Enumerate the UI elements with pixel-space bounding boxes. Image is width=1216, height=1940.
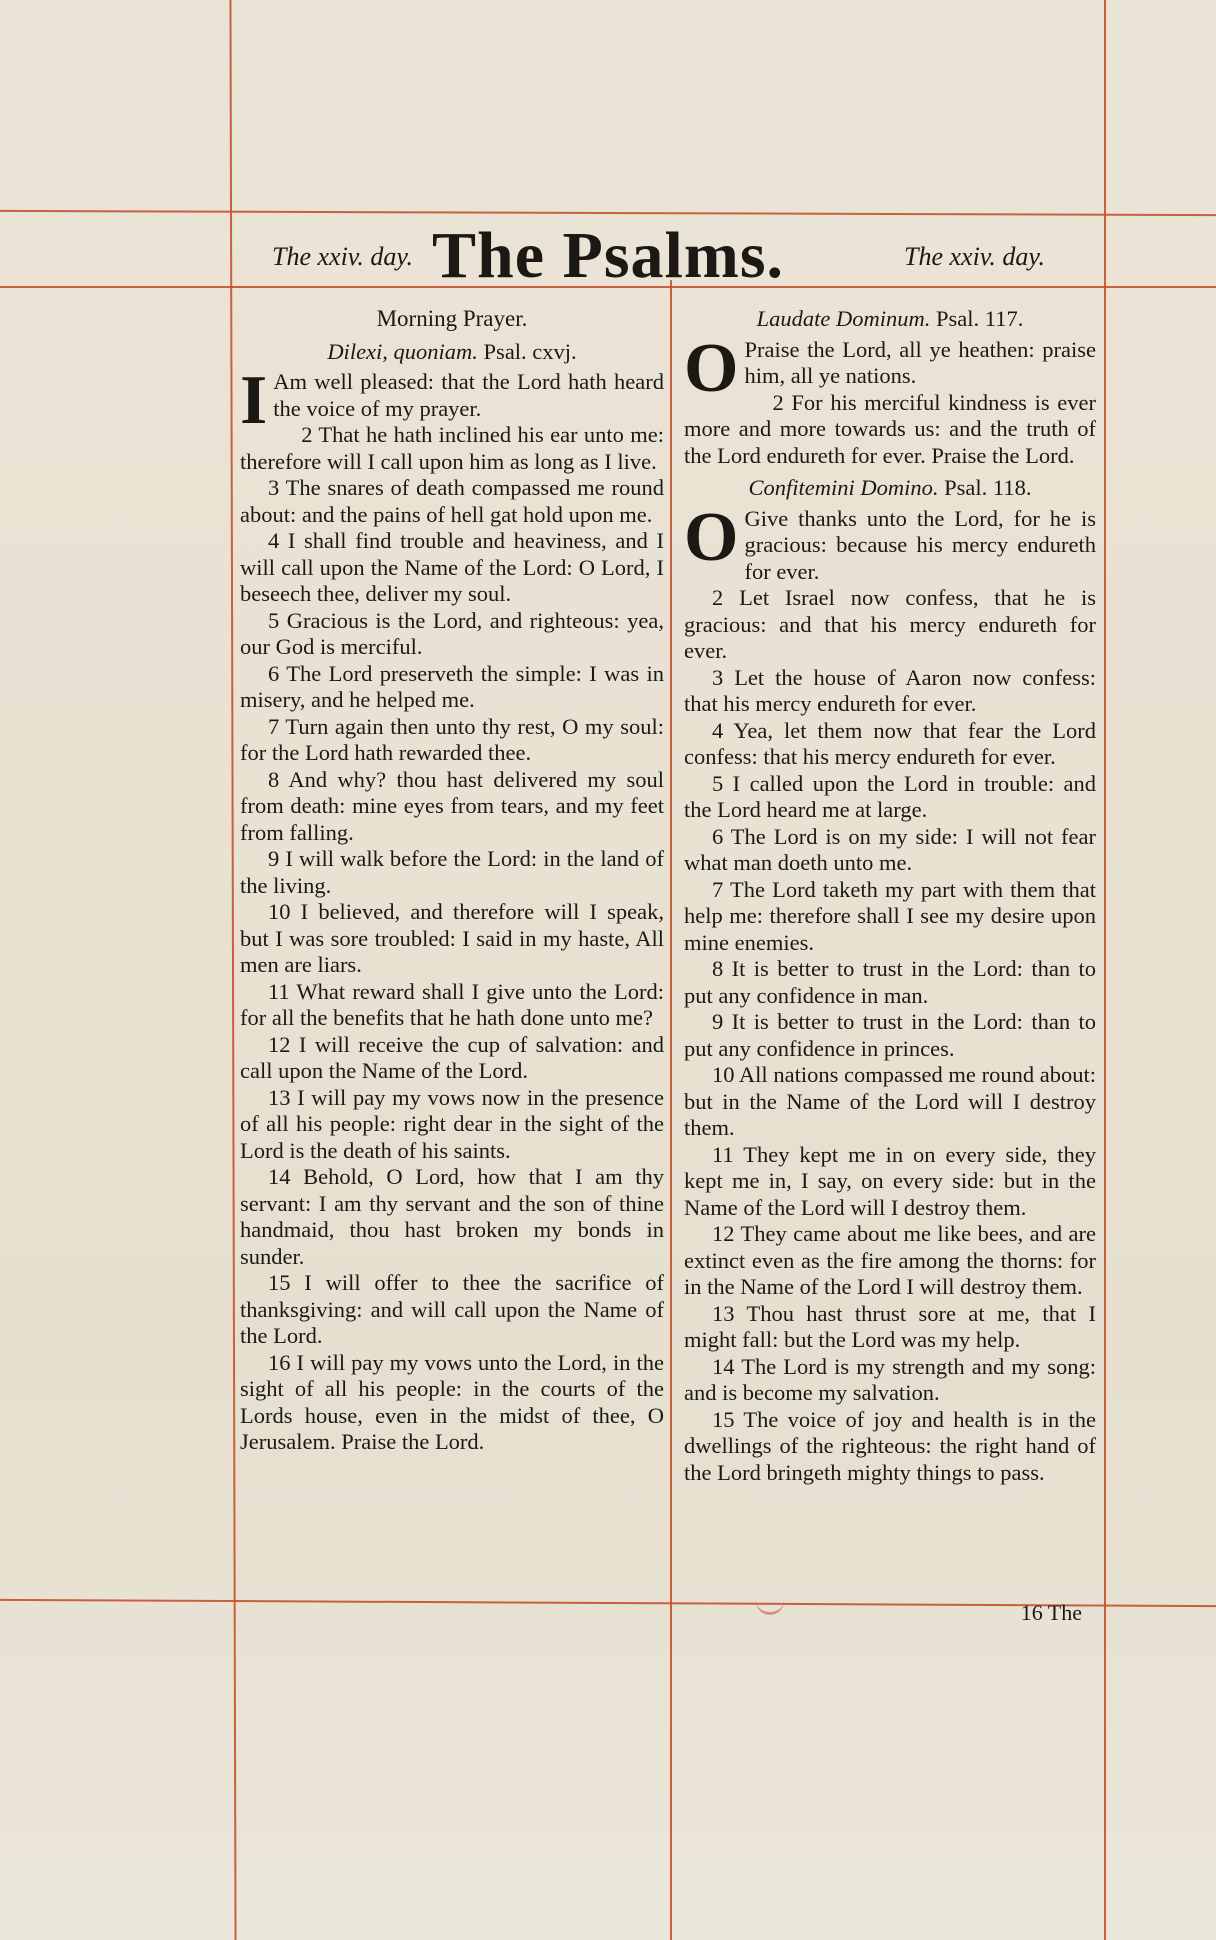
psalm-118-verse: 10 All nations compassed me round about: but in the Name of the Lord will I destroy them.: [684, 1062, 1096, 1140]
psalm-118-verse: 9 It is better to trust in the Lord: than to put any confidence in princes.: [684, 1009, 1096, 1061]
psalm-116-verse: 7 Turn again then unto thy rest, O my soul: for the Lord hath rewarded thee.: [240, 713, 664, 765]
psalm-116-latin: Dilexi, quoniam.: [327, 338, 478, 364]
psalm-116-verse: 2 That he hath inclined his ear unto me: therefore will I call upon him as long as I live.: [240, 422, 664, 474]
psalm-118-verse: O Give thanks unto the Lord, for he is gracious: because his mercy endureth for ever.: [684, 498, 1096, 584]
right-column: [684, 306, 1096, 1486]
psalm-117-number: Psal. 117.: [936, 306, 1024, 331]
psalm-116-title: [240, 339, 664, 366]
psalm-117-verse: O Praise the Lord, all ye heathen: praise him, all ye nations.: [684, 329, 1096, 407]
psalm-118-verse: 12 They came about me like bees, and are extinct even as the fire among the thorns: for in the Name of the Lord I will destroy them.: [684, 1221, 1096, 1299]
psalm-118-verse: 8 It is better to trust in the Lord: than to put any confidence in man.: [684, 956, 1096, 1008]
psalm-117-verse: 2 For his merciful kindness is ever more and more towards us: and the truth of the Lord endureth for ever. Praise the Lord.: [684, 389, 1096, 468]
psalm-118-verse: 14 The Lord is my strength and my song: and is become my salvation.: [684, 1353, 1096, 1405]
psalm-116-verse: 6 The Lord preserveth the simple: I was in misery, and he helped me.: [240, 660, 664, 712]
psalm-118-verse: 11 They kept me in on every side, they kept me in, I say, on every side: but in the Name of the Lord will I destroy them.: [684, 1141, 1096, 1220]
psalm-118-latin: Confitemini Domino.: [748, 475, 939, 500]
left-column: [240, 306, 664, 1456]
dropcap: O: [684, 498, 739, 576]
psalm-118-verse: 3 Let the house of Aaron now confess: that his mercy endureth for ever.: [684, 664, 1096, 716]
psalm-116-verse: 9 I will walk before the Lord: in the land of the living.: [240, 846, 664, 898]
dropcap: I: [240, 362, 268, 439]
paper-notch: [756, 1598, 784, 1615]
psalm-116-verse: 16 I will pay my vows unto the Lord, in the sight of all his people: in the courts of the Lords house, even in the midst of thee, O Jerusalem. Praise the Lord.: [240, 1349, 664, 1454]
psalm-116-verse: 13 I will pay my vows now in the presence of all his people: right dear in the sight of the Lord is the death of his saints.: [240, 1084, 664, 1163]
rule-line-header-top: [0, 210, 1216, 216]
page-title: The Psalms.: [431, 219, 785, 292]
psalm-116-verse: 14 Behold, O Lord, how that I am thy servant: I am thy servant and the son of thine handmaid, thou hast broken my bonds in sunder.: [240, 1164, 664, 1269]
psalm-116-verse: 5 Gracious is the Lord, and righteous: yea, our God is merciful.: [240, 607, 664, 659]
psalm-118-verse: 4 Yea, let them now that fear the Lord confess: that his mercy endureth for ever.: [684, 717, 1096, 769]
psalm-118-number: Psal. 118.: [944, 475, 1032, 500]
psalm-116-verse: 4 I shall find trouble and heaviness, and I will call upon the Name of the Lord: O Lord, I beseech thee, deliver my soul.: [240, 528, 664, 606]
psalm-116-verse: I Am well pleased: that the Lord hath heard the voice of my prayer.: [240, 362, 664, 439]
psalm-118-verse: 13 Thou hast thrust sore at me, that I might fall: but the Lord was my help.: [684, 1300, 1096, 1352]
psalm-117-title: [684, 306, 1096, 333]
catchword: 16 The: [1020, 1600, 1082, 1625]
psalm-117-latin: Laudate Dominum.: [756, 306, 931, 331]
psalm-116-verse: 15 I will offer to thee the sacrifice of thanksgiving: and will call upon the Name of the Lord.: [240, 1270, 664, 1348]
psalm-118-verse: 6 The Lord is on my side: I will not fear what man doeth unto me.: [684, 823, 1096, 875]
psalm-118-verse: 5 I called upon the Lord in trouble: and the Lord heard me at large.: [684, 770, 1096, 822]
psalm-118-verse: 7 The Lord taketh my part with them that help me: therefore shall I see my desire upon mine enemies.: [684, 876, 1096, 955]
rule-line-center: [670, 280, 672, 1940]
psalm-116-verse: 10 I believed, and therefore will I speak, but I was sore troubled: I said in my haste, All men are liars.: [240, 899, 664, 977]
psalm-116-verse: 3 The snares of death compassed me round about: and the pains of hell gat hold upon me.: [240, 475, 664, 527]
dropcap: O: [684, 329, 739, 407]
header-day-left: The xxiv. day.: [272, 242, 414, 271]
psalm-116-verse: 12 I will receive the cup of salvation: and call upon the Name of the Lord.: [240, 1031, 664, 1083]
section-heading: Morning Prayer.: [376, 306, 528, 331]
header-day-right: The xxiv. day.: [904, 242, 1046, 271]
psalm-118-verse: 15 The voice of joy and health is in the dwellings of the righteous: the right hand of the Lord bringeth mighty things to pass.: [684, 1406, 1096, 1485]
psalm-116-number: Psal. cxvj.: [483, 338, 577, 364]
psalm-118-verse: 2 Let Israel now confess, that he is gracious: and that his mercy endureth for ever.: [684, 585, 1096, 663]
psalm-116-verse: 11 What reward shall I give unto the Lord: for all the benefits that he hath done unto me?: [240, 978, 664, 1030]
psalm-116-verse: 8 And why? thou hast delivered my soul from death: mine eyes from tears, and my feet from falling.: [240, 766, 664, 845]
psalm-118-title: [684, 475, 1096, 502]
